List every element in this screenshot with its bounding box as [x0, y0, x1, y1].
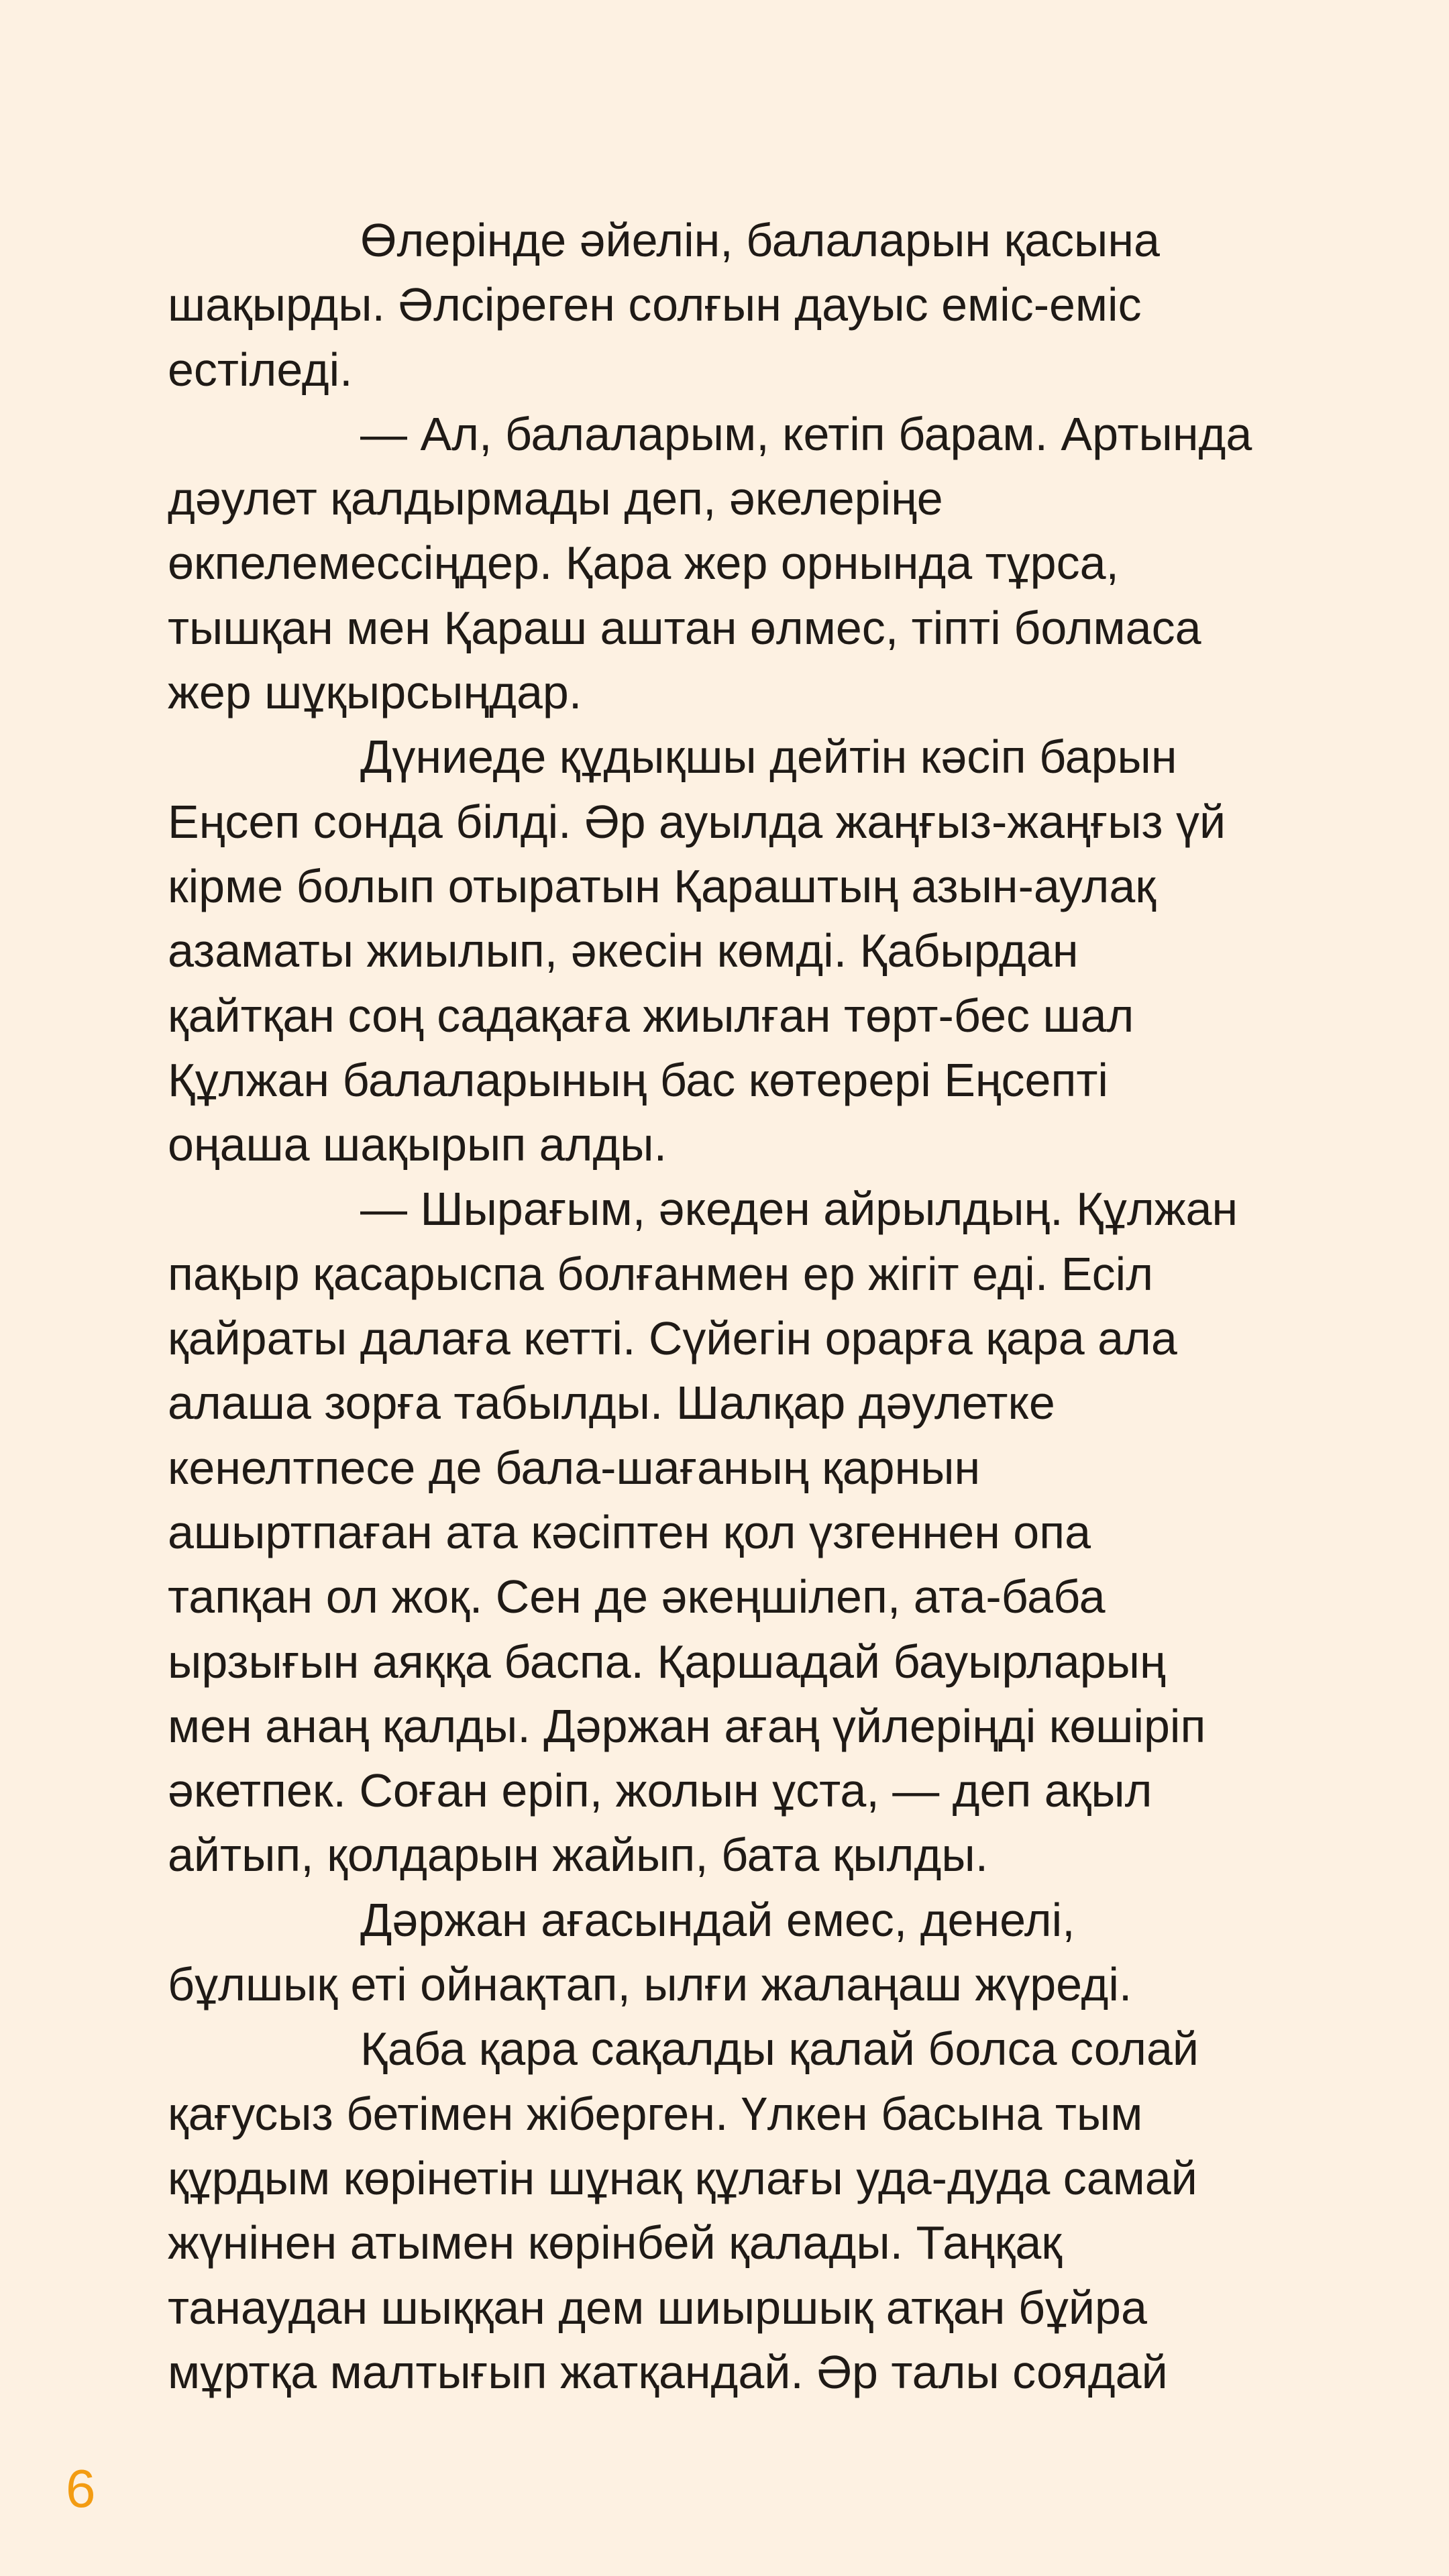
text-line: Құлжан балаларының бас көтерері Еңсепті	[168, 1053, 1108, 1106]
text-line: бұлшық еті ойнақтап, ылғи жалаңаш жүреді.	[168, 1958, 1132, 2011]
text-line: қағусыз бетімен жіберген. Үлкен басына тым	[168, 2087, 1143, 2140]
text-line: айтып, қолдарын жайып, бата қылды.	[168, 1829, 989, 1882]
text-line: мен анаң қалды. Дәржан ағаң үйлеріңді көшіріп	[168, 1699, 1206, 1752]
text-line: Дүниеде құдықшы дейтін кәсіп барын	[360, 731, 1177, 784]
text-line: қайраты далаға кетті. Сүйегін орарға қара ала	[168, 1312, 1177, 1365]
text-line: дәулет қалдырмады деп, әкелеріңе	[168, 472, 943, 525]
page-number: 6	[66, 2459, 96, 2518]
text-line: Қаба қара сақалды қалай болса солай	[360, 2023, 1199, 2076]
text-line: жер шұқырсыңдар.	[168, 666, 582, 719]
text-line: танаудан шыққан дем шиыршық атқан бұйра	[168, 2281, 1147, 2334]
text-line: қайтқан соң садақаға жиылған төрт-бес шал	[168, 989, 1134, 1042]
text-line: шақырды. Әлсіреген солғын дауыс еміс-еміс	[168, 278, 1142, 331]
text-line: мұртқа малтығып жатқандай. Әр талы соядай	[168, 2345, 1168, 2398]
text-line: Еңсеп сонда білді. Әр ауылда жаңғыз-жаңғыз үй	[168, 795, 1226, 848]
text-line: азаматы жиылып, әкесін көмді. Қабырдан	[168, 924, 1079, 977]
text-line: жүнінен атымен көрінбей қалады. Таңқақ	[168, 2216, 1062, 2269]
text-line: Өлерінде әйелін, балаларын қасына	[360, 214, 1160, 266]
text-line: құрдым көрінетін шұнақ құлағы уда-дуда самай	[168, 2151, 1197, 2204]
text-line: кенелтпесе де бала-шағаның қарнын	[168, 1441, 981, 1494]
text-line: оңаша шақырып алды.	[168, 1118, 667, 1171]
text-line: өкпелемессіңдер. Қара жер орнында тұрса,	[168, 537, 1119, 590]
text-line: тышқан мен Қараш аштан өлмес, тіпті болмаса	[168, 601, 1201, 654]
text-line: — Ал, балаларым, кетіп барам. Артында	[360, 407, 1252, 460]
text-line: ырзығын аяққа баспа. Қаршадай бауырларың	[168, 1635, 1166, 1688]
text-line: әкетпек. Соған еріп, жолын ұста, — деп ақыл	[168, 1764, 1152, 1817]
text-line: кірме болып отыратын Қараштың азын-аулақ	[168, 859, 1156, 912]
text-line: тапқан ол жоқ. Сен де әкеңшілеп, ата-баба	[168, 1570, 1106, 1623]
text-line: алаша зорға табылды. Шалқар дәулетке	[168, 1377, 1055, 1430]
text-line: ашыртпаған ата кәсіптен қол үзгеннен опа	[168, 1505, 1091, 1558]
text-line: Дәржан ағасындай емес, денелі,	[360, 1893, 1075, 1946]
text-line: — Шырағым, әкеден айрылдың. Құлжан	[360, 1183, 1238, 1236]
text-line: естіледі.	[168, 343, 353, 396]
body-text	[168, 208, 1322, 2404]
text-line: пақыр қасарыспа болғанмен ер жігіт еді. Есіл	[168, 1247, 1154, 1300]
